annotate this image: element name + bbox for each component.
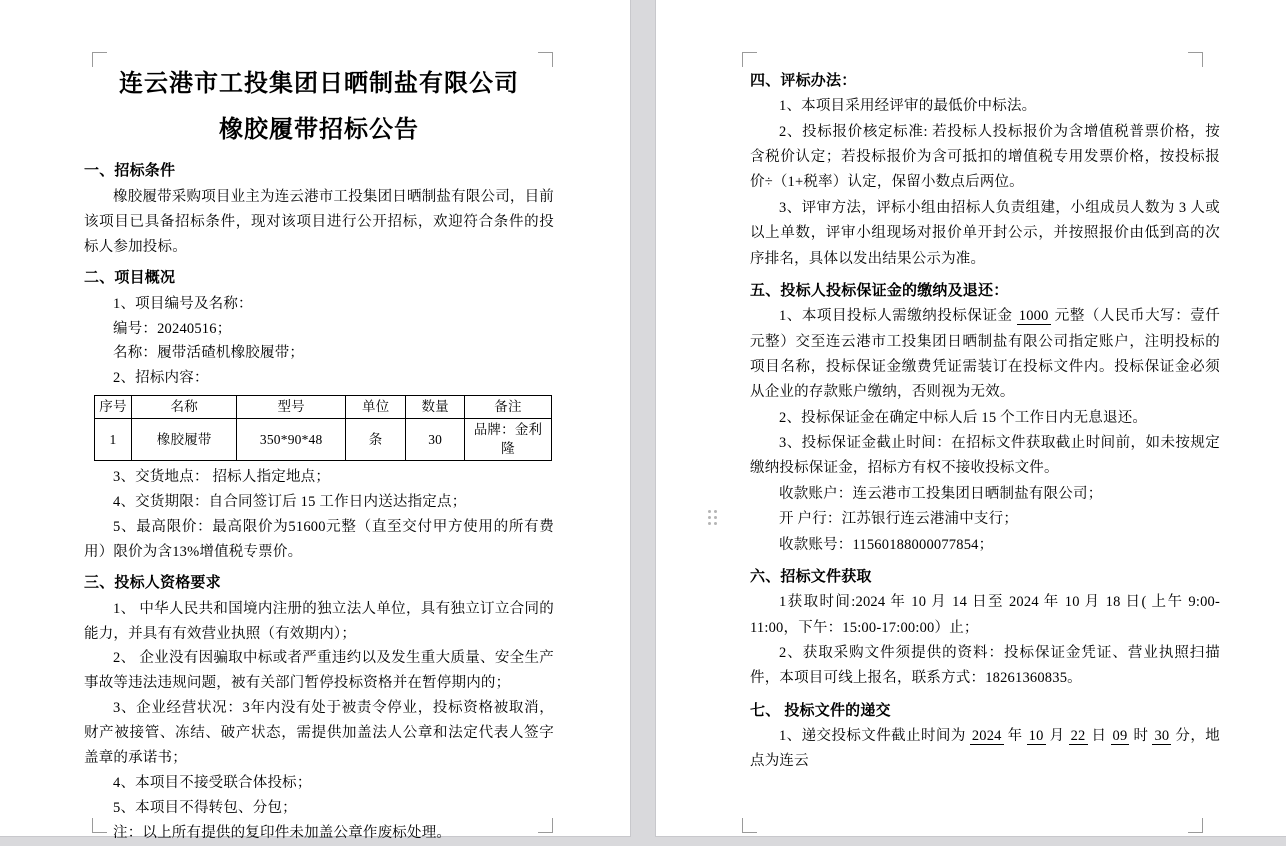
table-header-unit: 单位	[345, 396, 405, 419]
page-gap	[630, 0, 656, 836]
submission-text-after: 分，地点为连云	[750, 727, 1220, 770]
paragraph-deposit-3: 3、投标保证金截止时间：在招标文件获取截止时间前，如未按规定缴纳投标保证金，招标方有权不接收投标文件。	[750, 435, 1220, 477]
table-header-row	[95, 396, 552, 419]
deposit-text-before: 1、本项目投标人需缴纳投标保证金	[779, 308, 1017, 325]
section-heading-submission: 七、 投标文件的递交	[750, 702, 891, 719]
paragraph-bidding-conditions: 橡胶履带采购项目业主为连云港市工投集团日晒制盐有限公司，目前该项目已具备招标条件，现对该项目进行公开招标，欢迎符合条件的投标人参加投标。	[84, 188, 554, 255]
paragraph-qualification-1: 1、 中华人民共和国境内注册的独立法人单位，具有独立订立合同的能力，并具有有效营业执照（有效期内）；	[84, 600, 554, 642]
section-heading-file-acquisition: 六、招标文件获取	[750, 568, 872, 585]
paragraph-payee-account-number: 收款账号：11560188000077854；	[779, 536, 994, 553]
paragraph-project-code-name: 1、项目编号及名称：	[113, 295, 253, 312]
crop-mark-bottom-right-2	[1188, 818, 1203, 833]
paragraph-deposit-1	[750, 304, 1220, 406]
paragraph-max-price: 5、最高限价：最高限价为51600元整（直至交付甲方使用的所有费用）限价为含13%增值税专票价。	[84, 518, 554, 560]
paragraph-project-name: 名称：履带活碴机橡胶履带；	[113, 345, 305, 362]
table-header-name: 名称	[131, 396, 236, 419]
document-title-line-1: 连云港市工投集团日晒制盐有限公司	[119, 71, 519, 97]
section-heading-bidding-conditions: 一、招标条件	[84, 163, 176, 180]
submission-hour-label: 时	[1129, 727, 1153, 744]
paragraph-qualification-3: 3、企业经营状况：3年内没有处于被责令停业，投标资格被取消，财产被接管、冻结、破产状态，需提供加盖法人公章和法定代表人签字盖章的承诺书；	[84, 700, 554, 767]
paragraph-evaluation-3: 3、评审方法，评标小组由招标人负责组建，小组成员人数为 3 人或以上单数，评审小组现场对报价单开封公示，并按照报价由低到高的次序排名，具体以发出结果公示为准。	[750, 199, 1220, 267]
paragraph-payee-account-name: 收款账户：连云港市工投集团日晒制盐有限公司；	[779, 485, 1103, 502]
paragraph-evaluation-1: 1、本项目采用经评审的最低价中标法。	[779, 98, 1037, 115]
section-heading-project-overview: 二、项目概况	[84, 269, 176, 286]
document-title-line-2: 橡胶履带招标公告	[219, 116, 419, 143]
deposit-amount-underlined: 1000	[1018, 308, 1049, 325]
cell-unit: 条	[345, 418, 405, 460]
submission-month-label: 月	[1045, 727, 1069, 744]
deposit-text-after: 元整（人民币大写：壹仟元整）交至连云港市工投集团日晒制盐有限公司指定账户，注明投标的项目名称，投标保证金缴费凭证需装订在投标文件内。投标保证金必须从企业的存款账户缴纳，否则视为无效。	[750, 308, 1220, 401]
section-heading-qualification: 三、投标人资格要求	[84, 574, 221, 591]
cell-seq: 1	[95, 418, 132, 460]
crop-mark-bottom-left-2	[742, 818, 757, 833]
section-heading-deposit: 五、投标人投标保证金的缴纳及退还：	[750, 282, 1009, 299]
submission-day-label: 日	[1087, 727, 1111, 744]
page-left-content	[84, 62, 554, 846]
table-header-note: 备注	[464, 396, 551, 419]
cell-quantity: 30	[406, 418, 465, 460]
paragraph-deposit-2: 2、投标保证金在确定中标人后 15 个工作日内无息退还。	[779, 409, 1148, 426]
table-row	[95, 418, 552, 460]
paragraph-acquisition-time: 1获取时间:2024 年 10 月 14 日至 2024 年 10 月 18 日( 上午 9:00-11:00，下午：15:00-17:00:00）止；	[750, 594, 1220, 636]
paragraph-delivery-deadline: 4、交货期限：自合同签订后 15 工作日内送达指定点；	[113, 493, 467, 510]
submission-text-before: 1、递交投标文件截止时间为	[779, 727, 970, 744]
submission-year-label: 年	[1003, 727, 1027, 744]
paragraph-bidding-content: 2、招标内容：	[113, 370, 209, 387]
submission-day: 22	[1070, 727, 1086, 744]
paragraph-delivery-place: 3、交货地点： 招标人指定地点；	[113, 469, 331, 486]
paragraph-qualification-note: 注：以上所有提供的复印件未加盖公章作废标处理。	[113, 825, 452, 842]
paragraph-submission-deadline	[750, 724, 1220, 775]
section-heading-evaluation: 四、评标办法：	[750, 73, 857, 89]
cell-note: 品牌：金利隆	[464, 418, 551, 460]
goods-table	[94, 395, 552, 461]
table-header-seq: 序号	[95, 396, 132, 419]
paragraph-qualification-2: 2、 企业没有因骗取中标或者严重违约以及发生重大质量、安全生产事故等违法违规问题，被有关部门暂停投标资格并在暂停期内的；	[84, 650, 554, 692]
drag-handle[interactable]	[708, 510, 720, 528]
submission-minute: 30	[1154, 727, 1170, 744]
submission-hour: 09	[1112, 727, 1128, 744]
paragraph-payee-bank: 开 户行：江苏银行连云港浦中支行；	[779, 511, 1019, 528]
cell-name: 橡胶履带	[131, 418, 236, 460]
page-right-content	[750, 62, 1220, 775]
paragraph-evaluation-2: 2、投标报价核定标准: 若投标人投标报价为含增值税普票价格，按含税价认定；若投标报价为含可抵扣的增值税专用发票价格，按投标报价÷（1+税率）认定，保留小数点后两位。	[750, 123, 1220, 191]
cell-model: 350*90*48	[237, 418, 346, 460]
paragraph-acquisition-materials: 2、获取采购文件须提供的资料：投标保证金凭证、营业执照扫描件，本项目可线上报名，联系方式：18261360835。	[750, 644, 1220, 687]
paragraph-project-code: 编号：20240516；	[113, 320, 232, 337]
paragraph-qualification-5: 5、本项目不得转包、分包；	[113, 800, 297, 817]
paragraph-qualification-4: 4、本项目不接受联合体投标；	[113, 775, 312, 792]
submission-year: 2024	[971, 727, 1002, 744]
table-header-quantity: 数量	[406, 396, 465, 419]
submission-month: 10	[1028, 727, 1044, 744]
table-header-model: 型号	[237, 396, 346, 419]
